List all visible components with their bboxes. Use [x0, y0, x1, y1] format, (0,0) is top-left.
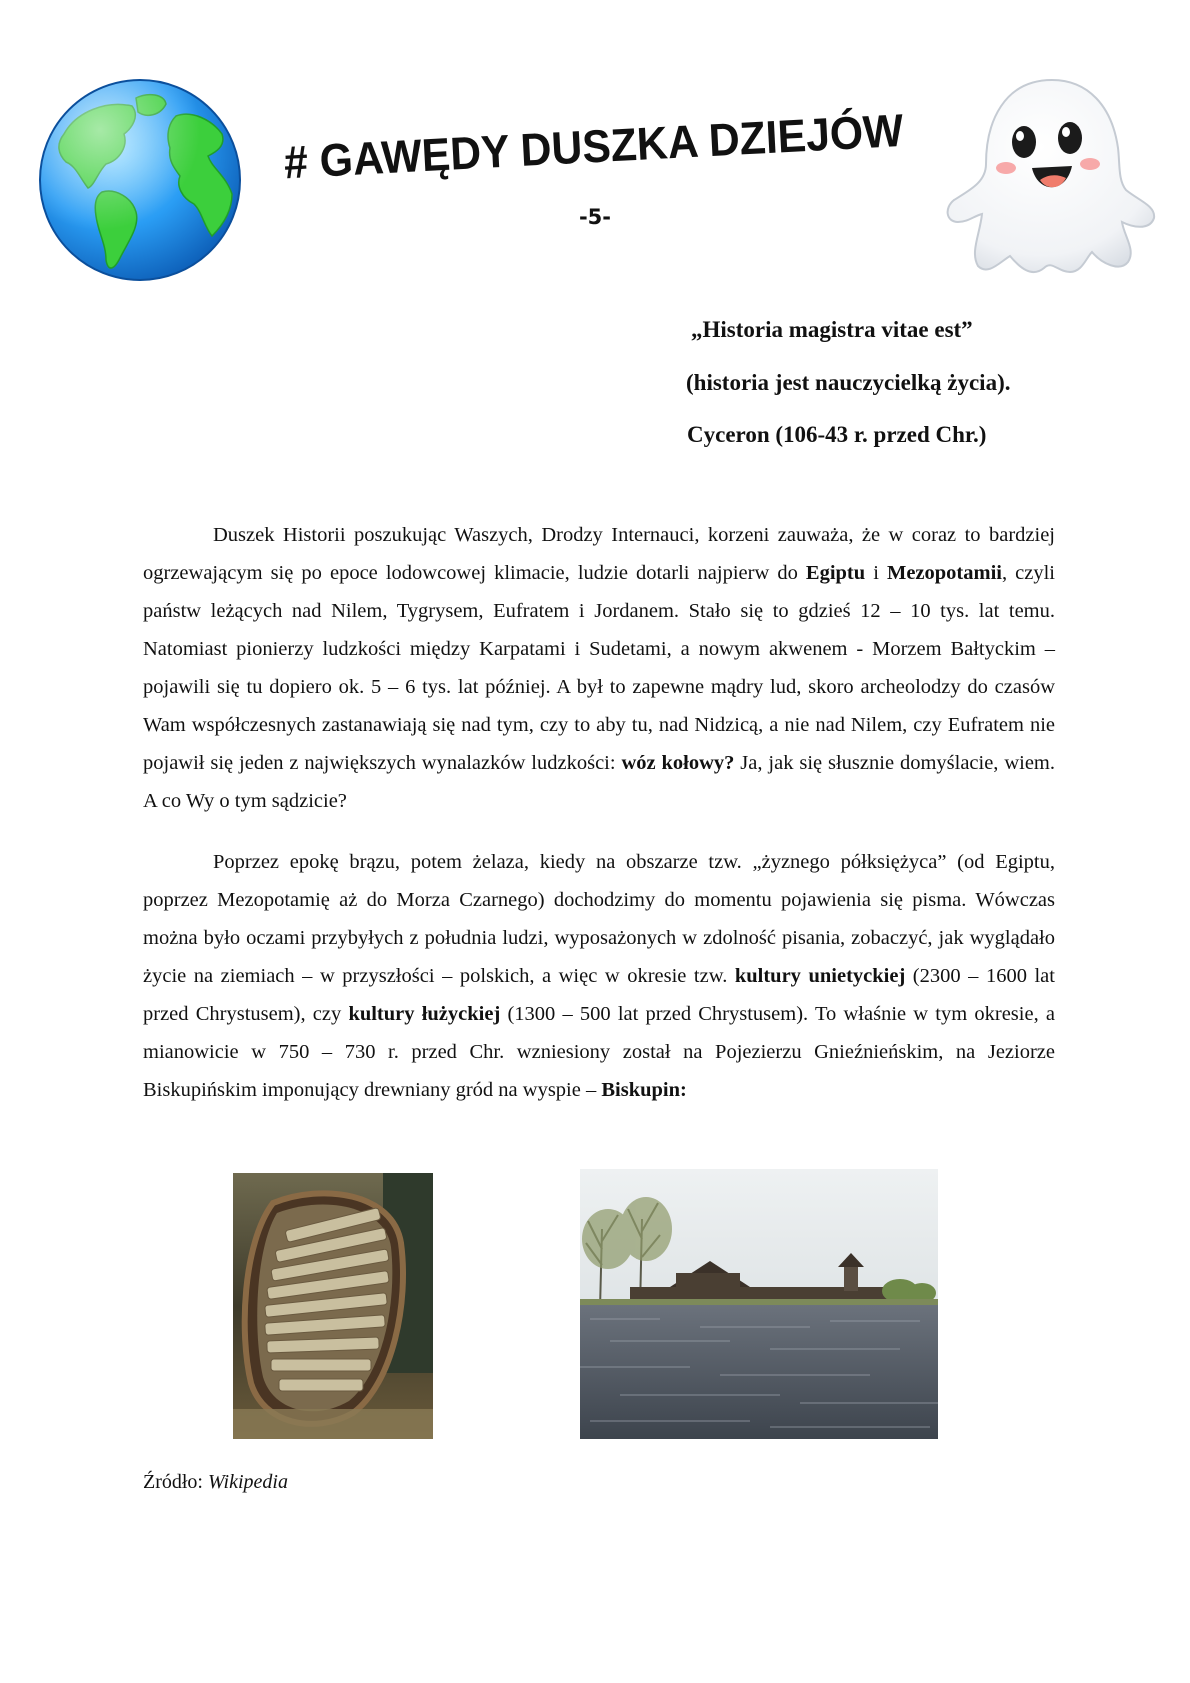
text-run: , czyli państw leżących nad Nilem, Tygrysem, Eufratem i Jordanem. Stało się to gdzieś 12 – 10 tys. lat temu. Natomiast pionierzy ludzkości między Karpatami i Sudetami, a nowym akwenem - Morzem Bałtyckim – pojawili się tu dopiero ok. 5 – 6 tys. lat później. A był to zapewne mądry lud, skoro archeolodzy do czasów Wam współczesnych zastanawiają się nad tym, czy to aby tu, nad Nidzicą, a nie nad Nilem, czy Eufratem nie pojawił się jeden z największych wynalazków ludzkości:	[143, 562, 1056, 774]
paragraph-1	[143, 516, 1055, 820]
text-run: (2300 – 1600 lat przed Chrystusem), czy	[143, 965, 1055, 1025]
bold-term: Egiptu	[805, 562, 866, 584]
globe-icon	[36, 76, 244, 284]
text-run: i	[865, 562, 887, 584]
bold-term: Biskupin:	[601, 1079, 687, 1101]
source-note	[143, 1471, 288, 1494]
quote-translation: (historia jest nauczycielką życia).	[686, 370, 1011, 395]
paragraph-2	[143, 843, 1055, 1109]
text-run: Ja, jak się słusznie domyślacie, wiem. A co Wy o tym sądzicie?	[143, 752, 1055, 812]
text-run: Poprzez epokę brązu, potem żelaza, kiedy na obszarze tzw. „żyznego półksiężyca” (od Egiptu, poprzez Mezopotamię aż do Morza Czarnego) dochodzimy do momentu pojawienia się pisma. Wówczas można było oczami przybyłych z południa ludzi, wyposażonych w zdolność pisania, zobaczyć, jak wyglądało życie na ziemiach – w przyszłości – polskich, a więc w okresie tzw.	[143, 851, 1055, 987]
page-title	[280, 102, 920, 202]
bold-term: kultury unietyckiej	[734, 965, 906, 987]
bold-term: Mezopotamii	[886, 562, 1002, 584]
quote-author: Cyceron (106-43 r. przed Chr.)	[687, 422, 987, 447]
ghost-icon	[940, 72, 1160, 282]
text-run: (1300 – 500 lat przed Chrystusem). To właśnie w tym okresie, a mianowicie w 750 – 730 r. przed Chr. wzniesiony został na Pojezierzu Gnieźnieńskim, na Jeziorze Biskupińskim imponujący drewniany gród na wyspie –	[143, 1003, 1055, 1101]
quote-latin: „Historia magistra vitae est”	[691, 317, 973, 342]
source-label: Źródło:	[143, 1471, 208, 1493]
title-text: # GAWĘDY DUSZKA DZIEJÓW	[282, 107, 865, 189]
page-number: -5-	[578, 205, 612, 229]
bold-term: kultury łużyckiej	[348, 1003, 501, 1025]
bold-term: wóz kołowy?	[621, 752, 735, 774]
photo-excavation	[233, 1173, 433, 1439]
text-run: Duszek Historii poszukując Waszych, Drodzy Internauci, korzeni zauważa, że w coraz to bardziej ogrzewającym się po epoce lodowcowej klimacie, ludzie dotarli najpierw do	[143, 524, 1055, 584]
source-name: Wikipedia	[208, 1471, 288, 1493]
photo-biskupin-lake	[580, 1169, 938, 1439]
